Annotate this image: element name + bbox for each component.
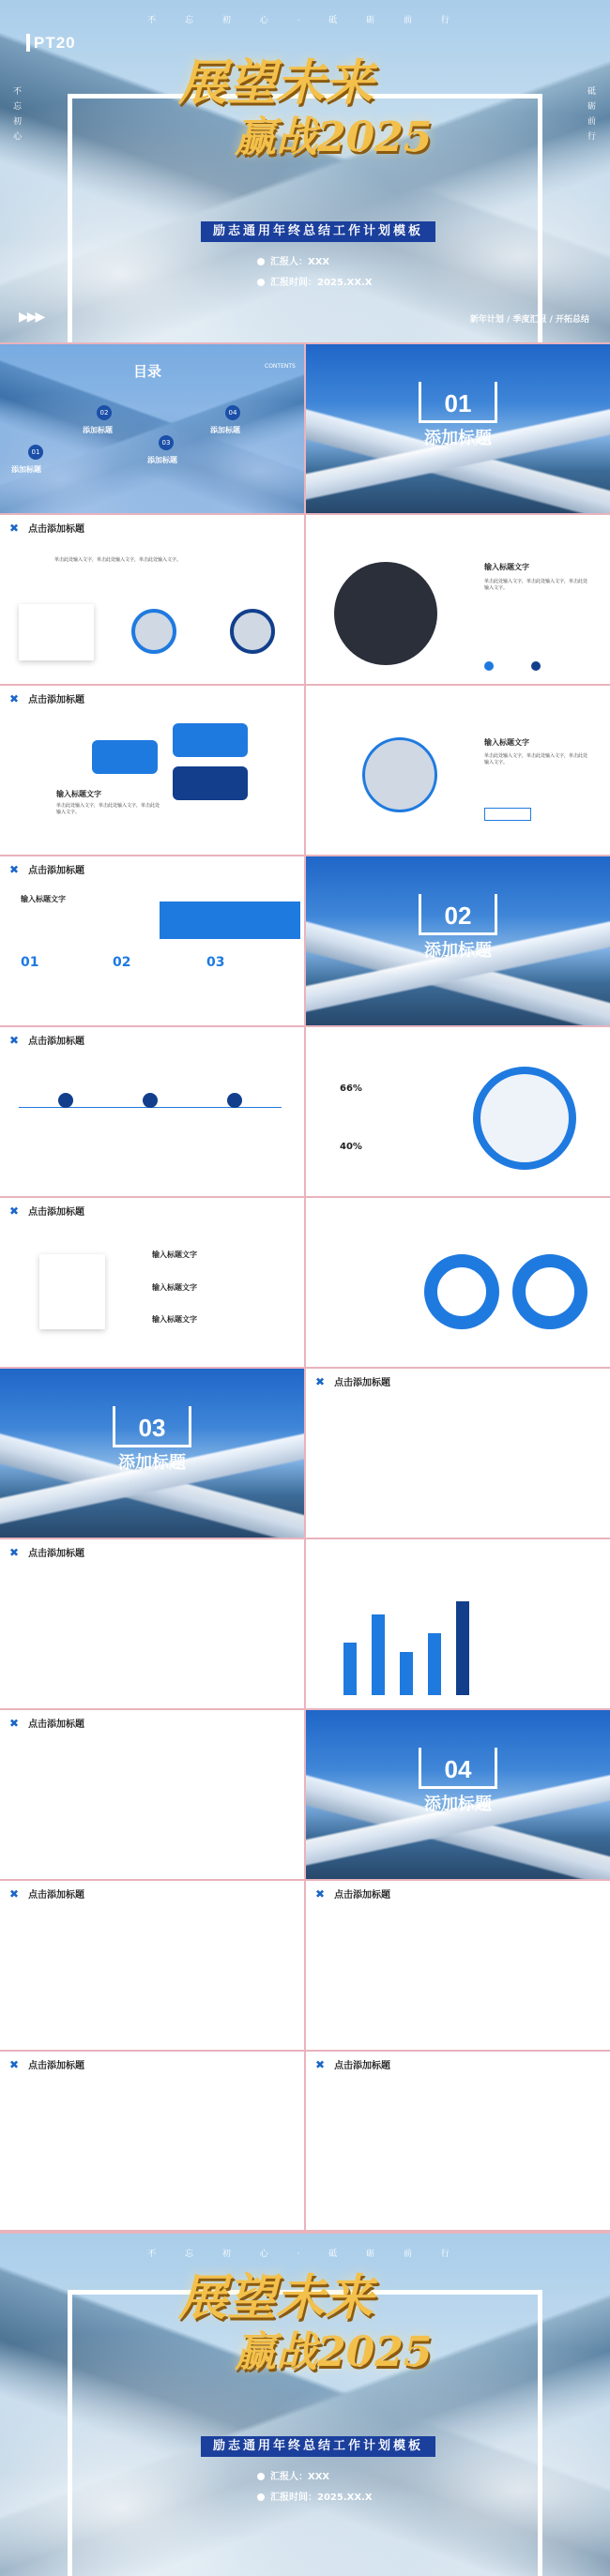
- toc-label-1[interactable]: 添加标题: [11, 465, 41, 474]
- timeline-dot: [143, 1093, 158, 1108]
- photo-circle: [362, 737, 437, 812]
- closing-title-line2: 赢战2025: [235, 2328, 433, 2376]
- section-title: 添加标题: [424, 1795, 492, 1814]
- section-slide-2: [306, 856, 610, 1025]
- section-num: 02: [444, 902, 472, 930]
- cover-side-right: 砥砺前行: [587, 87, 597, 142]
- text-block: 单击此处输入文字，单击此处输入文字，单击此处输入文字。: [56, 803, 160, 815]
- num-label: 02: [113, 955, 131, 970]
- cover-logo: PT20: [26, 34, 76, 53]
- section-slide-4: [306, 1710, 610, 1879]
- donut-chart: [512, 1254, 587, 1329]
- photo-circle: [473, 1067, 576, 1170]
- x-icon: ✖: [9, 1034, 20, 1047]
- section-slide-1: [306, 344, 610, 513]
- x-icon: ✖: [315, 1375, 326, 1388]
- content-slide: [306, 1881, 610, 2050]
- card: [39, 1254, 105, 1329]
- percent-1: 66%: [340, 1083, 362, 1094]
- slide-header: ✖ 点击添加标题: [9, 1546, 85, 1559]
- x-icon: ✖: [9, 2058, 20, 2071]
- heading-text: 输入标题文字: [152, 1283, 197, 1292]
- cover-top-words: 不 忘 初 心 · 砥 砺 前 行: [147, 16, 463, 25]
- cover-subtitle: 励志通用年终总结工作计划模板: [201, 221, 435, 242]
- x-icon: ✖: [9, 1546, 20, 1559]
- dot-icon: [484, 661, 494, 671]
- slide-header: ✖ 点击添加标题: [9, 863, 85, 876]
- slide-header: ✖ 点击添加标题: [9, 2058, 85, 2071]
- slide-header: ✖ 点击添加标题: [9, 1205, 85, 1218]
- cover-arrows-icon: ▶▶▶: [19, 310, 44, 325]
- slide-header: ✖ 点击添加标题: [9, 1717, 85, 1730]
- slide-header: ✖ 点击添加标题: [315, 2058, 391, 2071]
- cover-title-line1: 展望未来: [178, 54, 374, 112]
- heading-text: 输入标题文字: [56, 790, 101, 798]
- slide-header: ✖ 点击添加标题: [315, 1887, 391, 1901]
- toc-num-4: 04: [225, 405, 240, 420]
- dots-button[interactable]: [484, 808, 531, 821]
- bar: [456, 1601, 469, 1695]
- toc-title: 目录: [133, 363, 162, 380]
- content-slide: [306, 2052, 610, 2230]
- x-icon: ✖: [315, 1887, 326, 1901]
- content-slide: [306, 515, 610, 684]
- text-block: 单击此处输入文字，单击此处输入文字，单击此处输入文字。: [484, 753, 588, 765]
- cover-title-line2: 赢战2025: [235, 114, 433, 161]
- closing-title-line1: 展望未来: [178, 2269, 374, 2326]
- cover-reporter: 汇报人：XXX: [257, 253, 329, 267]
- section-num: 01: [444, 389, 472, 417]
- heading-text: 输入标题文字: [484, 563, 529, 571]
- speech-bubble: [173, 723, 248, 757]
- heading-text: 输入标题文字: [484, 738, 529, 747]
- heading-text: 输入标题文字: [152, 1315, 197, 1324]
- x-icon: ✖: [315, 2058, 326, 2071]
- toc-label-4[interactable]: 添加标题: [210, 426, 240, 434]
- blue-bar: [160, 902, 300, 939]
- text-block: 单击此处输入文字，单击此处输入文字，单击此处输入文字。: [484, 579, 588, 591]
- x-icon: ✖: [9, 1887, 20, 1901]
- toc-num-2: 02: [97, 405, 112, 420]
- bar: [372, 1614, 385, 1695]
- percent-2: 40%: [340, 1142, 362, 1152]
- slide-header: ✖ 点击添加标题: [9, 1034, 85, 1047]
- section-title: 添加标题: [118, 1453, 186, 1473]
- content-slide: [306, 1539, 610, 1708]
- content-slide: [0, 1710, 304, 1879]
- section-slide-3: [0, 1369, 304, 1538]
- dot-icon: [531, 661, 541, 671]
- closing-top-words: 不 忘 初 心 · 砥 砺 前 行: [147, 2250, 463, 2259]
- content-slide: [306, 1027, 610, 1196]
- speech-bubble: [92, 740, 158, 774]
- content-slide: [0, 1027, 304, 1196]
- section-num: 03: [138, 1414, 166, 1442]
- content-slide: [0, 1198, 304, 1367]
- content-slide: [306, 686, 610, 855]
- timeline-dot: [227, 1093, 242, 1108]
- slide-header: ✖ 点击添加标题: [9, 1887, 85, 1901]
- section-title: 添加标题: [424, 429, 492, 448]
- content-slide: [0, 515, 304, 684]
- section-title: 添加标题: [424, 941, 492, 961]
- cover-side-left: 不忘初心: [13, 87, 23, 142]
- toc-num-3: 03: [159, 435, 174, 450]
- toc-slide: [0, 344, 304, 513]
- closing-slide: [0, 2234, 610, 2576]
- content-slide: [0, 686, 304, 855]
- content-slide: [0, 856, 304, 1025]
- closing-reporter: 汇报人：XXX: [257, 2468, 329, 2482]
- toc-label-2[interactable]: 添加标题: [83, 426, 113, 434]
- content-slide: [0, 1539, 304, 1708]
- num-label: 03: [206, 955, 225, 970]
- bar: [428, 1633, 441, 1695]
- x-icon: ✖: [9, 1205, 20, 1218]
- x-icon: ✖: [9, 863, 20, 876]
- closing-subtitle: 励志通用年终总结工作计划模板: [201, 2436, 435, 2457]
- section-num: 04: [444, 1755, 472, 1783]
- speech-bubble: [173, 766, 248, 800]
- toc-label-3[interactable]: 添加标题: [147, 456, 177, 464]
- cover-report-time: 汇报时间：2025.XX.X: [257, 274, 373, 288]
- closing-report-time: 汇报时间：2025.XX.X: [257, 2489, 373, 2503]
- card: [19, 604, 94, 660]
- toc-subtitle: CONTENTS: [265, 363, 296, 370]
- content-slide: [0, 2052, 304, 2230]
- bar: [400, 1652, 413, 1695]
- toc-num-1: 01: [28, 445, 43, 460]
- slide-header: ✖ 点击添加标题: [315, 1375, 391, 1388]
- heading-text: 输入标题文字: [21, 895, 66, 903]
- content-slide: [306, 1198, 610, 1367]
- content-slide: [306, 1369, 610, 1538]
- cover-tags: 新年计划 / 季度汇报 / 开拓总结: [469, 315, 589, 325]
- timeline-dot: [58, 1093, 73, 1108]
- photo-circle: [131, 609, 176, 654]
- photo-circle: [230, 609, 275, 654]
- donut-chart: [424, 1254, 499, 1329]
- x-icon: ✖: [9, 692, 20, 705]
- heading-text: 输入标题文字: [152, 1250, 197, 1259]
- bar: [343, 1643, 357, 1695]
- x-icon: ✖: [9, 1717, 20, 1730]
- slide-header: ✖ 点击添加标题: [9, 522, 85, 535]
- photo-circle: [334, 562, 437, 665]
- content-slide: [0, 1881, 304, 2050]
- text-block: 单击此处输入文字，单击此处输入文字，单击此处输入文字。: [54, 557, 182, 563]
- cover-slide: [0, 0, 610, 342]
- slide-header: ✖ 点击添加标题: [9, 692, 85, 705]
- x-icon: ✖: [9, 522, 20, 535]
- num-label: 01: [21, 955, 39, 970]
